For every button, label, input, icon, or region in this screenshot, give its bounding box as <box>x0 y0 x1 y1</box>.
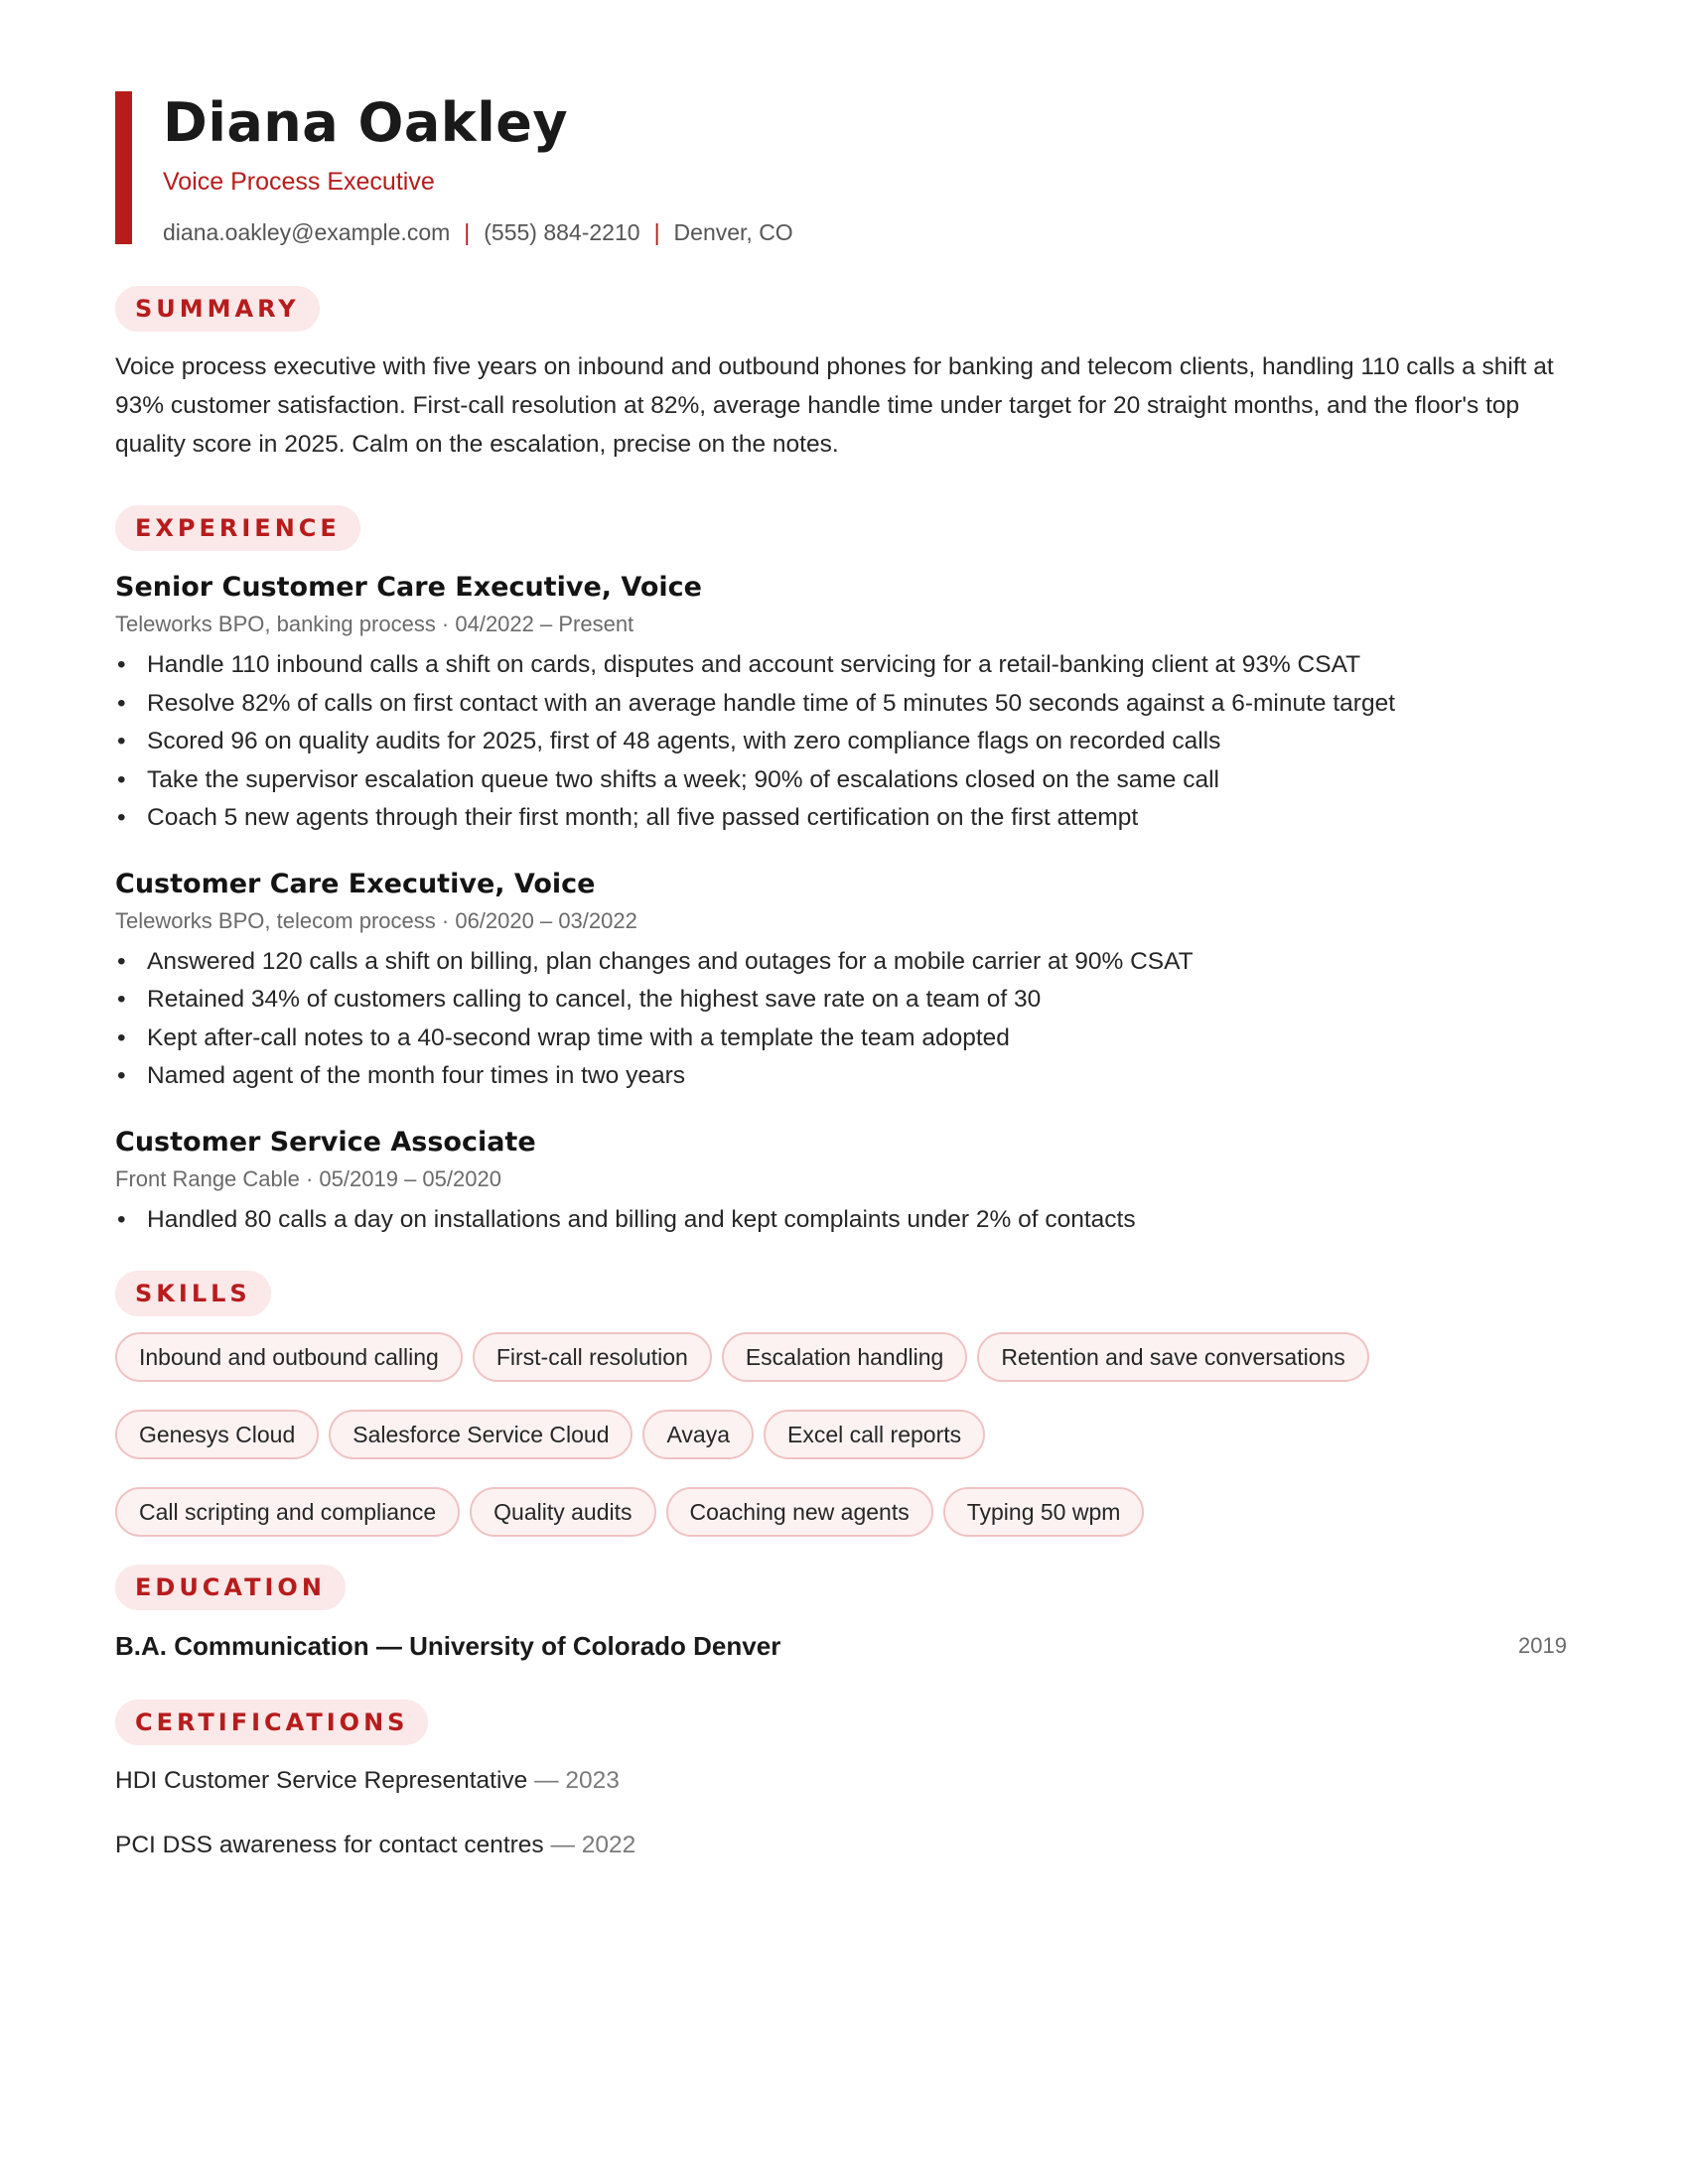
contact-separator: | <box>464 219 471 245</box>
skill-chip: Inbound and outbound calling <box>115 1332 463 1382</box>
certification-entry: PCI DSS awareness for contact centres — 2022 <box>115 1832 636 1858</box>
summary-text: Voice process executive with five years on inbound and outbound phones for banking and telecom clients, handling 110 calls a shift at 93% customer satisfaction. First-call resolution at 82%, average handle time under target for 20 straight months, and the floor's top quality score in 2025. Calm on the escalation, precise on the notes. <box>115 353 1554 458</box>
skill-chip: Coaching new agents <box>666 1487 933 1537</box>
candidate-role: Voice Process Executive <box>163 168 435 196</box>
certification-name: HDI Customer Service Representative <box>115 1767 528 1794</box>
skills-row <box>115 1410 1505 1487</box>
contact-email[interactable]: diana.oakley@example.com <box>163 219 451 245</box>
skill-chip: Avaya <box>642 1410 754 1459</box>
job-bullet: • Resolve 82% of calls on first contact with an average handle time of 5 minutes 50 seconds against a 6-minute target <box>115 685 1575 724</box>
job-bullet: • Scored 96 on quality audits for 2025, first of 48 agents, with zero compliance flags on recorded calls <box>115 723 1575 761</box>
skill-chip: Typing 50 wpm <box>943 1487 1145 1537</box>
certification-name: PCI DSS awareness for contact centres <box>115 1832 544 1858</box>
skill-chip: First-call resolution <box>473 1332 712 1382</box>
candidate-name: Diana Oakley <box>163 91 569 154</box>
accent-bar <box>115 91 132 244</box>
job-entry <box>115 1126 1575 1240</box>
contact-phone[interactable]: (555) 884-2210 <box>484 219 640 245</box>
education-section <box>115 1565 1575 1662</box>
job-bullets <box>115 943 1575 1096</box>
job-bullets <box>115 646 1575 838</box>
education-degree: B.A. Communication — University of Colorado Denver <box>115 1631 781 1661</box>
education-year: 2019 <box>1518 1633 1567 1658</box>
summary-heading: SUMMARY <box>115 286 320 332</box>
skills-section <box>115 1271 1575 1565</box>
job-bullet: • Kept after-call notes to a 40-second wrap time with a template the team adopted <box>115 1020 1575 1058</box>
job-title: Customer Service Associate <box>115 1126 536 1158</box>
contact-location: Denver, CO <box>673 219 793 245</box>
job-meta: Teleworks BPO, telecom process · 06/2020 – 03/2022 <box>115 907 637 933</box>
skill-chip: Excel call reports <box>764 1410 985 1459</box>
skills-row <box>115 1487 1505 1565</box>
job-meta: Teleworks BPO, banking process · 04/2022 – Present <box>115 612 634 636</box>
skill-chip: Call scripting and compliance <box>115 1487 460 1537</box>
skill-chip: Genesys Cloud <box>115 1410 319 1459</box>
job-bullet: • Handle 110 inbound calls a shift on cards, disputes and account servicing for a retail-banking client at 93% CSAT <box>115 646 1575 685</box>
certification-year: 2023 <box>565 1767 620 1794</box>
job-bullets <box>115 1201 1575 1240</box>
certification-entry: HDI Customer Service Representative — 2023 <box>115 1767 620 1794</box>
education-heading: EDUCATION <box>115 1565 346 1610</box>
job-bullet: • Take the supervisor escalation queue two shifts a week; 90% of escalations closed on the same call <box>115 761 1575 800</box>
skill-chip: Retention and save conversations <box>977 1332 1369 1382</box>
contact-line <box>163 218 1575 246</box>
job-meta: Front Range Cable · 05/2019 – 05/2020 <box>115 1165 501 1191</box>
job-bullet: • Retained 34% of customers calling to cancel, the highest save rate on a team of 30 <box>115 981 1575 1020</box>
job-bullet: • Named agent of the month four times in two years <box>115 1057 1575 1096</box>
job-entry <box>115 868 1575 1096</box>
skill-chip: Quality audits <box>470 1487 655 1537</box>
skill-chip: Salesforce Service Cloud <box>329 1410 633 1459</box>
contact-separator: | <box>653 219 660 245</box>
skills-list <box>115 1332 1505 1565</box>
job-entry <box>115 571 1575 838</box>
skills-heading: SKILLS <box>115 1271 271 1316</box>
certifications-section <box>115 1700 1575 1861</box>
certification-year: 2022 <box>581 1832 636 1858</box>
skills-row <box>115 1332 1505 1410</box>
job-bullet: • Handled 80 calls a day on installations and billing and kept complaints under 2% of contacts <box>115 1201 1575 1240</box>
job-bullet: • Coach 5 new agents through their first month; all five passed certification on the first attempt <box>115 799 1575 838</box>
job-bullet: • Answered 120 calls a shift on billing, plan changes and outages for a mobile carrier at 90% CSAT <box>115 943 1575 982</box>
resume-page <box>115 91 1575 1861</box>
resume-header <box>115 91 1575 244</box>
experience-section <box>115 505 1575 1239</box>
skill-chip: Escalation handling <box>722 1332 967 1382</box>
summary-section <box>115 286 1575 464</box>
education-entry <box>115 1630 1567 1662</box>
certifications-heading: CERTIFICATIONS <box>115 1700 428 1745</box>
experience-heading: EXPERIENCE <box>115 505 360 551</box>
job-title: Senior Customer Care Executive, Voice <box>115 572 702 603</box>
job-title: Customer Care Executive, Voice <box>115 868 596 899</box>
